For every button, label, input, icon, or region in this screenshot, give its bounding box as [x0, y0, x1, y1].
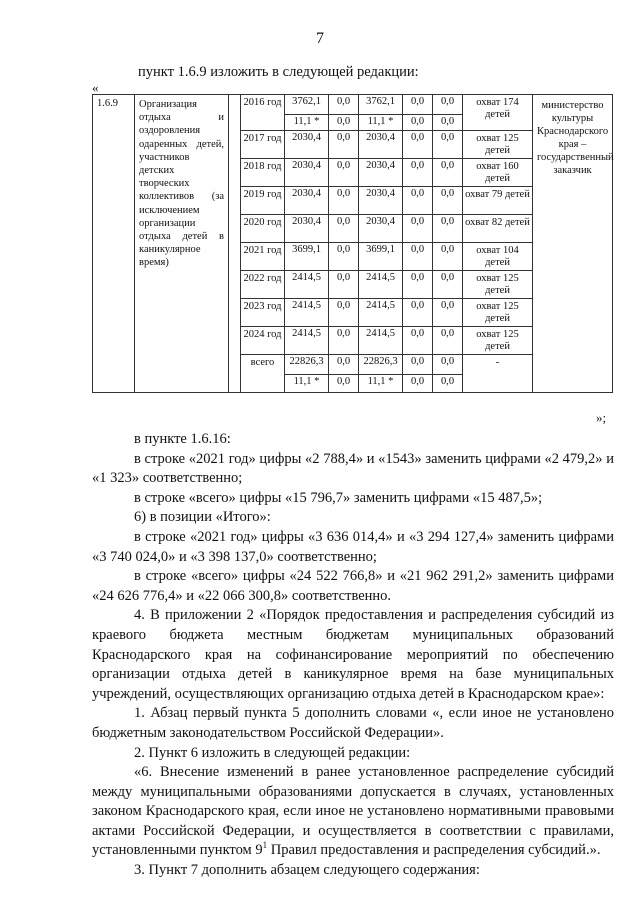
value-cell: 0,0 [433, 159, 463, 187]
value-cell: 0,0 [403, 159, 433, 187]
coverage-cell: охват 125 детей [463, 327, 533, 355]
year-cell: 2018 год [241, 159, 285, 187]
value-cell: 0,0 [433, 131, 463, 159]
value-cell: 0,0 [433, 215, 463, 243]
value-cell: 3762,1 [285, 95, 329, 115]
paragraph-7: 4. В приложении 2 «Порядок предоставления и распределения субсидий из краевого бюджета местным бюджетам муниципальных образований Краснодарского края на софинансирование мероприятий по обеспечению организации отдыха детей в каникулярное время на базе муниципальных учреждений, осуществляющих организацию отдыха детей в Краснодарском крае»: [92, 607, 614, 702]
paragraph-10: 3. Пункт 7 дополнить абзацем следующего содержания: [134, 862, 480, 879]
value-cell: 0,0 [329, 355, 359, 375]
paragraph-8: 1. Абзац первый пункта 5 дополнить словами «, если иное не установлено бюджетным законодательством Российской Федерации». [92, 705, 614, 741]
close-quote: »; [596, 410, 607, 425]
value-cell: 0,0 [433, 299, 463, 327]
year-cell: 2024 год [241, 327, 285, 355]
coverage-cell: охват 125 детей [463, 131, 533, 159]
value-cell: 0,0 [403, 187, 433, 215]
value-cell: 2414,5 [359, 327, 403, 355]
program-id-cell: 1.6.9 [93, 95, 135, 393]
quote6-tail: Правил предоставления и распределения субсидий.». [267, 842, 601, 859]
value-cell: 22826,3 [359, 355, 403, 375]
value-cell: 3699,1 [359, 243, 403, 271]
quote6-text: «6. Внесение изменений в ранее установленное распределение субсидий между муниципальными образованиями допускается в случаях, установленных законом Краснодарского края, если иное не установлено нормативными правовыми актами Российской Федерации, и осуществляется в соответствии с правилами, установленными пунктом 9 [92, 764, 614, 859]
value-cell: 0,0 [433, 355, 463, 375]
value-cell: 2030,4 [285, 187, 329, 215]
value-cell: 0,0 [433, 271, 463, 299]
year-cell: 2017 год [241, 131, 285, 159]
spacer-cell [229, 95, 241, 393]
value-cell: 0,0 [403, 131, 433, 159]
value-cell: 0,0 [329, 271, 359, 299]
amendment-text [92, 430, 614, 881]
value-cell: 3762,1 [359, 95, 403, 115]
year-cell: 2020 год [241, 215, 285, 243]
value-cell: 0,0 [403, 271, 433, 299]
paragraph-2: в строке «2021 год» цифры «2 788,4» и «1543» заменить цифрами «2 479,2» и «1 323» соответственно; [92, 450, 614, 487]
paragraph-1: в пункте 1.6.16: [134, 431, 231, 447]
paragraph-3: в строке «всего» цифры «15 796,7» заменить цифрами «15 487,5»; [134, 489, 543, 506]
page-number: 7 [316, 30, 324, 47]
paragraph-4: 6) в позиции «Итого»: [134, 509, 271, 526]
value-cell: 2030,4 [285, 159, 329, 187]
value-cell: 2414,5 [285, 299, 329, 327]
value-cell: 0,0 [329, 243, 359, 271]
year-cell: 2023 год [241, 299, 285, 327]
value-cell: 0,0 [433, 115, 463, 131]
value-cell: 0,0 [329, 115, 359, 131]
value-cell: 0,0 [403, 95, 433, 115]
value-cell: 2414,5 [359, 271, 403, 299]
value-cell: 0,0 [403, 299, 433, 327]
value-cell: 2414,5 [285, 327, 329, 355]
quote-paragraph-6 [92, 763, 614, 861]
value-cell: 0,0 [329, 375, 359, 393]
paragraph-9: 2. Пункт 6 изложить в следующей редакции: [134, 744, 411, 761]
value-cell: 0,0 [403, 355, 433, 375]
value-cell: 2030,4 [359, 215, 403, 243]
value-cell: 11,1 * [285, 375, 329, 393]
year-cell: 2019 год [241, 187, 285, 215]
year-cell: 2021 год [241, 243, 285, 271]
coverage-cell: охват 160 детей [463, 159, 533, 187]
coverage-cell: охват 104 детей [463, 243, 533, 271]
value-cell: 11,1 * [359, 375, 403, 393]
value-cell: 0,0 [403, 243, 433, 271]
value-cell: 2414,5 [285, 271, 329, 299]
value-cell: 2414,5 [359, 299, 403, 327]
coverage-cell: охват 82 детей [463, 215, 533, 243]
value-cell: 2030,4 [359, 159, 403, 187]
coverage-cell: охват 174 детей [463, 95, 533, 131]
paragraph-5: в строке «2021 год» цифры «3 636 014,4» и «3 294 127,4» заменить цифрами «3 740 024,0» и «3 398 137,0» соответственно; [92, 528, 614, 565]
value-cell: 0,0 [329, 159, 359, 187]
value-cell: 11,1 * [285, 115, 329, 131]
value-cell: 22826,3 [285, 355, 329, 375]
value-cell: 0,0 [403, 115, 433, 131]
value-cell: 0,0 [433, 243, 463, 271]
intro-line: пункт 1.6.9 изложить в следующей редакции: [138, 64, 419, 80]
value-cell: 3699,1 [285, 243, 329, 271]
value-cell: 0,0 [329, 327, 359, 355]
ministry-cell: министерство культуры Краснодарского края – государственный заказчик [533, 95, 613, 393]
value-cell: 0,0 [329, 95, 359, 115]
coverage-cell: охват 79 детей [463, 187, 533, 215]
value-cell: 0,0 [403, 327, 433, 355]
coverage-cell: охват 125 детей [463, 299, 533, 327]
table-row [93, 95, 613, 115]
value-cell: 0,0 [403, 215, 433, 243]
open-quote: « [92, 80, 99, 95]
value-cell: 0,0 [433, 375, 463, 393]
value-cell: 0,0 [403, 375, 433, 393]
coverage-cell: - [463, 355, 533, 393]
value-cell: 2030,4 [285, 131, 329, 159]
paragraph-6: в строке «всего» цифры «24 522 766,8» и «21 962 291,2» заменить цифрами «24 626 776,4» и «22 066 300,8» соответственно. [92, 568, 614, 604]
value-cell: 11,1 * [359, 115, 403, 131]
value-cell: 0,0 [433, 187, 463, 215]
program-name-cell: Организация отдыха и оздоровления одаренных детей, участников детских творческих коллективов (за исключением организации отдыха детей в каникулярное время) [135, 95, 229, 393]
quote6-superscript: 1 [262, 840, 268, 851]
year-cell: 2022 год [241, 271, 285, 299]
value-cell: 0,0 [329, 187, 359, 215]
value-cell: 0,0 [433, 95, 463, 115]
value-cell: 0,0 [329, 131, 359, 159]
value-cell: 0,0 [433, 327, 463, 355]
value-cell: 0,0 [329, 215, 359, 243]
year-cell: 2016 год [241, 95, 285, 131]
value-cell: 2030,4 [359, 131, 403, 159]
value-cell: 0,0 [329, 299, 359, 327]
coverage-cell: охват 125 детей [463, 271, 533, 299]
value-cell: 2030,4 [285, 215, 329, 243]
program-table [92, 94, 613, 393]
value-cell: 2030,4 [359, 187, 403, 215]
year-cell: всего [241, 355, 285, 393]
